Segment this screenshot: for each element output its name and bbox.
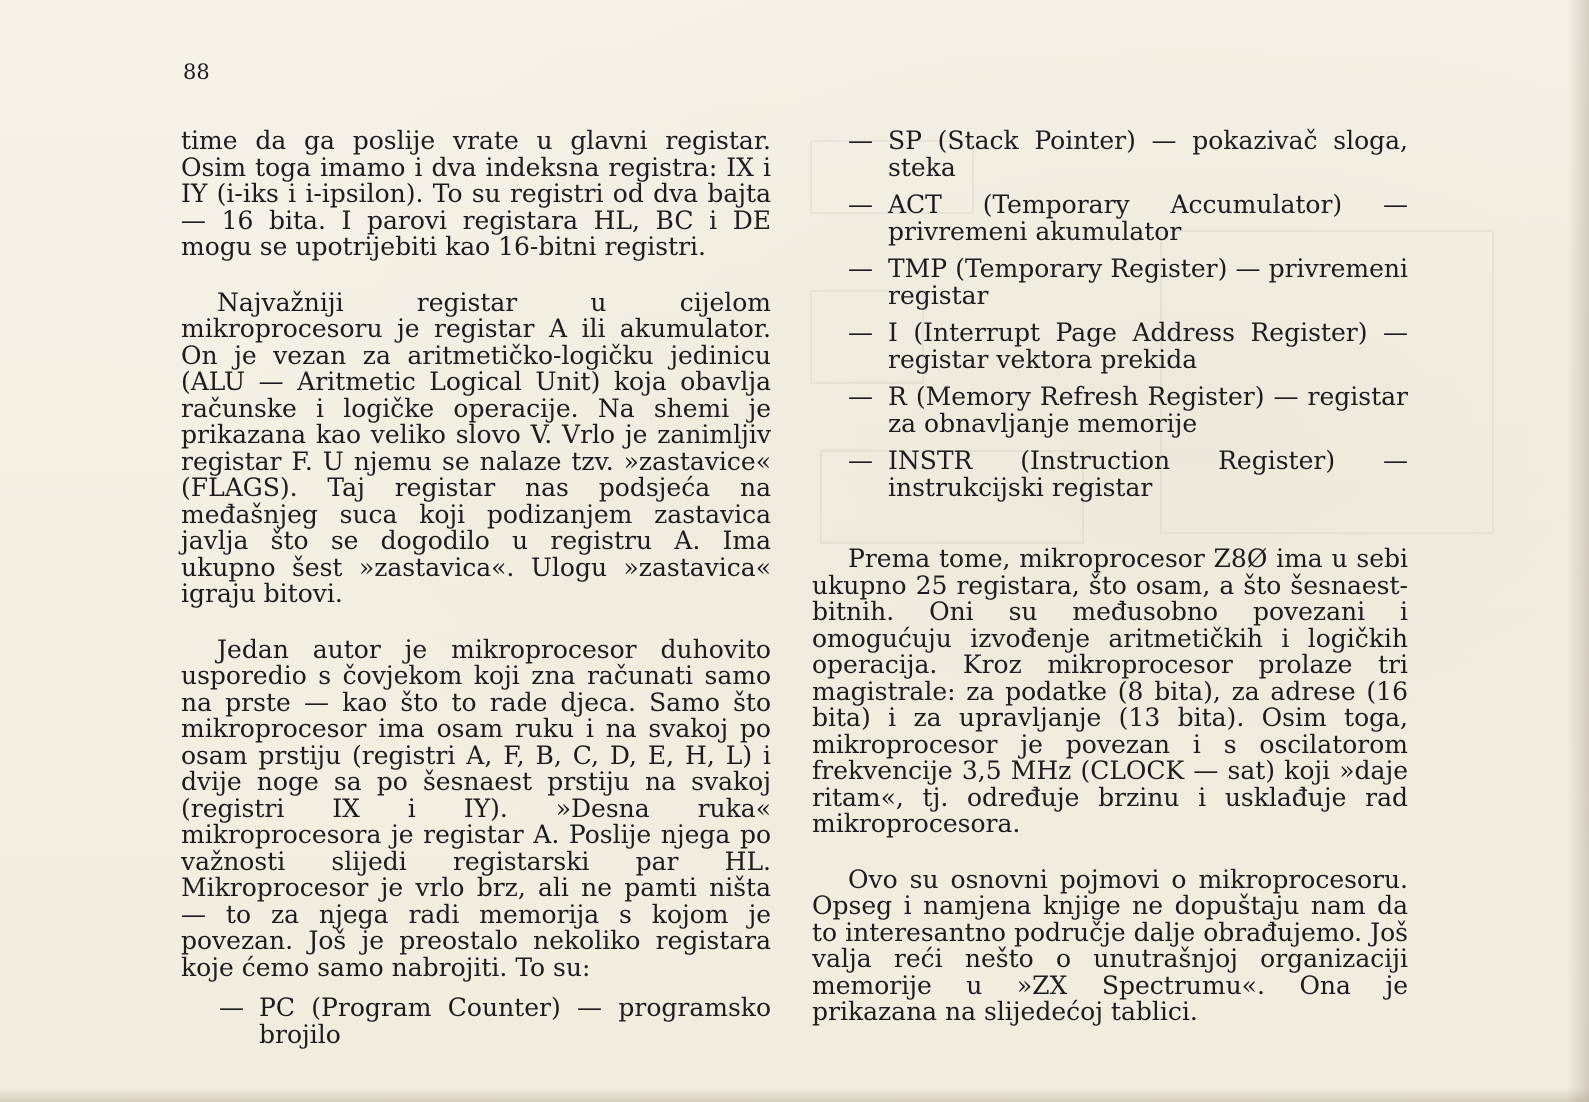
list-item-text: TMP (Temporary Register) — privremeni registar [888, 254, 1408, 310]
list-item [812, 128, 1408, 181]
page-number: 88 [183, 60, 210, 84]
page-edge-shadow [1567, 0, 1589, 1102]
list-dash: — [848, 126, 873, 155]
list-item-text: INSTR (Instruction Register) — instrukcijski registar [888, 446, 1408, 502]
list-dash: — [848, 446, 873, 475]
paragraph: time da ga poslije vrate u glavni registar. Osim toga imamo i dva indeksna registra: IX i IY (i-iks i i-ipsilon). To su registri od dva bajta — 16 bita. I parovi registara HL, BC i DE mogu se upotrijebiti kao 16-bitni registri. [181, 126, 771, 261]
list-item-text: I (Interrupt Page Address Register) — registar vektora prekida [888, 318, 1408, 374]
right-column [812, 128, 1408, 1026]
page-bottom-shadow [0, 1088, 1589, 1102]
list-item [812, 192, 1408, 245]
list-item-text: R (Memory Refresh Register) — registar za obnavljanje memorije [888, 382, 1408, 438]
register-list [181, 995, 771, 1048]
register-list [812, 128, 1408, 501]
list-item-text: ACT (Temporary Accumulator) — privremeni akumulator [888, 190, 1408, 246]
list-item-text: PC (Program Counter) — programsko brojilo [259, 993, 771, 1049]
list-dash: — [848, 318, 873, 347]
paragraph: Najvažniji registar u cijelom mikroprocesoru je registar A ili akumulator. On je vezan za aritmetičko-logičku jedinicu (ALU — Aritmetic Logical Unit) koja obavlja računske i logičke operacije. Na shemi je prikazana kao veliko slovo V. Vrlo je zanimljiv registar F. U njemu se nalaze tzv. »zastavice« (FLAGS). Taj registar nas podsjeća na međašnjeg suca koji podizanjem zastavica javlja što se dogodilo u registru A. Ima ukupno šest »zastavica«. Ulogu »zastavica« igraju bitovi. [181, 287, 771, 608]
list-dash: — [848, 190, 873, 219]
paragraph: Prema tome, mikroprocesor Z8Ø ima u sebi ukupno 25 registara, što osam, a što šesnaest-bitnih. Oni su međusobno povezani i omogućuju izvođenje aritmetičkih i logičkih operacija. Kroz mikroprocesor prolaze tri magistrale: za podatke (8 bita), za adrese (16 bita) i za upravljanje (13 bita). Osim toga, mikroprocesor je povezan i s oscilatorom frekvencije 3,5 MHz (CLOCK — sat) koji »daje ritam«, tj. određuje brzinu i usklađuje rad mikroprocesora. [812, 544, 1408, 838]
left-column [181, 128, 771, 1048]
list-item [812, 384, 1408, 437]
list-item [219, 995, 771, 1048]
list-dash: — [219, 993, 244, 1022]
list-item [812, 256, 1408, 309]
paragraph: Ovo su osnovni pojmovi o mikroprocesoru. Opseg i namjena knjige ne dopuštaju nam da to interesantno područje dalje obrađujemo. Još valja reći nešto o unutrašnjoj organizaciji memorije u »ZX Spectrumu«. Ona je prikazana na slijedećoj tablici. [812, 864, 1408, 1026]
list-dash: — [848, 254, 873, 283]
paragraph: Jedan autor je mikroprocesor duhovito usporedio s čovjekom koji zna računati samo na prste — kao što to rade djeca. Samo što mikroprocesor ima osam ruku i na svakoj po osam prstiju (registri A, F, B, C, D, E, H, L) i dvije noge sa po šesnaest prstiju na svakoj (registri IX i IY). »Desna ruka« mikroprocesora je registar A. Poslije njega po važnosti slijedi registarski par HL. Mikroprocesor je vrlo brz, ali ne pamti ništa — to za njega radi memorija s kojom je povezan. Još je preostalo nekoliko registara koje ćemo samo nabrojiti. To su: [181, 634, 771, 982]
list-dash: — [848, 382, 873, 411]
list-item [812, 320, 1408, 373]
list-item-text: SP (Stack Pointer) — pokazivač sloga, steka [888, 126, 1408, 182]
list-item [812, 448, 1408, 501]
